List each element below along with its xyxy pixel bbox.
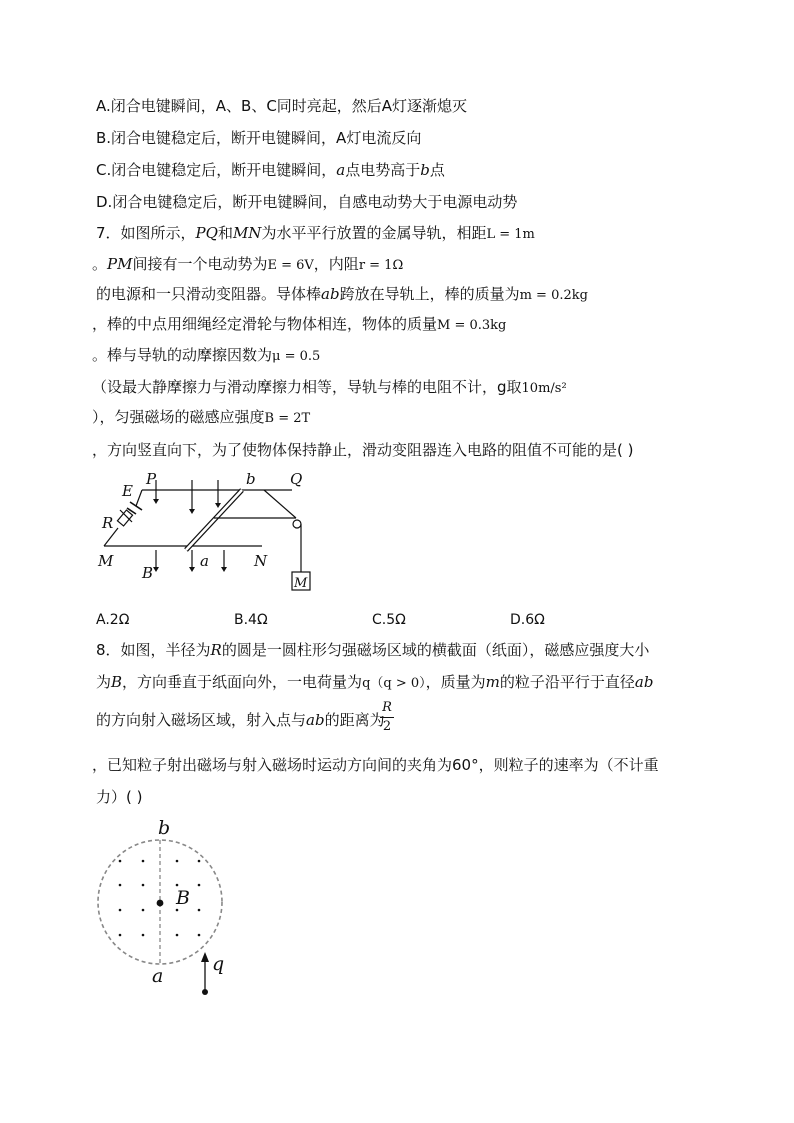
math-m: m = 0.2kg [519,288,588,303]
text: 点 [429,161,445,179]
text: ，质量为 [425,673,486,691]
text: ，棒的中点用细绳经定滑轮与物体相连，物体的质量 [92,315,438,333]
q7-rail-figure [96,466,336,602]
var-b: b [420,161,430,179]
fraction-r-over-2 [380,700,394,735]
text: 7．如图所示， [96,224,196,242]
fraction-numerator: R [382,700,392,715]
text: 8．如图，半径为 [96,641,211,659]
text: 间接有一个电动势为 [132,255,268,273]
text: 的粒子沿平行于直径 [499,673,635,691]
var-ab: ab [321,285,340,303]
q7-choice-c: C.5Ω [372,612,406,628]
var-pm: PM [107,255,133,273]
var-m: m [485,673,500,691]
q6-option-a: A.闭合电键瞬间，A、B、C同时亮起，然后A灯逐渐熄灭 [96,97,468,115]
q7-line2 [92,254,403,276]
fraction-denominator: 2 [382,719,392,734]
label-a: a [200,552,209,570]
q7-choice-a: A.2Ω [96,612,130,628]
label-q: Q [290,470,303,488]
label-field-b: B [176,887,190,909]
var-ab: ab [634,673,654,691]
label-b: b [158,817,171,839]
q8-line4: ，已知粒子射出磁场与射入磁场时运动方向间的夹角为60°，则粒子的速率为（不计重 [92,756,659,774]
text: 和 [217,224,233,242]
text: ，内阻 [313,255,359,273]
q8-line1 [96,640,649,660]
label-p: P [146,470,157,488]
label-mass: M [294,576,308,591]
q7-line5 [92,345,320,367]
math-l: L = 1m [486,227,535,242]
q7-line3 [96,284,588,306]
q7-line1 [96,223,535,245]
text: C.闭合电键稳定后，断开电键瞬间， [96,161,337,179]
q7-line8: ，方向竖直向下，为了使物体保持静止，滑动变阻器连入电路的阻值不可能的是( ) [92,441,634,459]
math-b: B = 2T [264,411,311,426]
q7-line6 [92,377,567,399]
math-r: r = 1Ω [358,258,404,273]
q7-choice-b: B.4Ω [234,612,268,628]
text: 为 [96,673,112,691]
q6-option-c [96,160,445,180]
label-r: R [102,514,114,532]
var-b: B [111,673,123,691]
text: 跨放在导轨上，棒的质量为 [339,285,520,303]
math-mu: μ = 0.5 [272,349,321,364]
label-n: N [254,552,268,570]
text: 。 [92,255,108,273]
var-mn: MN [232,224,262,242]
math-mass: M = 0.3kg [437,318,507,333]
text: ），匀强磁场的磁感应强度 [92,408,265,426]
q7-choice-d: D.6Ω [510,612,545,628]
q8-line2 [96,672,653,694]
q6-option-d: D.闭合电键稳定后，断开电键瞬间，自感电动势大于电源电动势 [96,193,518,211]
text: 的圆是一圆柱形匀强磁场区域的横截面（纸面），磁感应强度大小 [221,641,650,659]
var-pq: PQ [195,224,218,242]
var-ab: ab [306,711,325,729]
text: ，方向垂直于纸面向外，一电荷量为 [122,673,363,691]
text: 为水平平行放置的金属导轨，相距 [261,224,487,242]
center-dot [157,900,164,907]
label-b: b [246,470,256,488]
q8-line3 [96,710,385,730]
q6-option-b: B.闭合电键稳定后，断开电键瞬间，A灯电流反向 [96,129,422,147]
label-q: q [212,953,225,975]
var-r: R [210,641,222,659]
var-a: a [336,161,346,179]
q8-field-figure [92,814,242,1000]
math-q: q（q > 0） [362,676,426,691]
math-e: E = 6V [267,258,314,273]
text: 的电源和一只滑动变阻器。导体棒 [96,285,322,303]
text: （设最大静摩擦力与滑动摩擦力相等，导轨与棒的电阻不计，g取 [92,378,522,396]
label-field-b: B [142,564,154,582]
q8-line5: 力）( ) [96,788,143,806]
label-a: a [152,965,164,987]
text: 点电势高于 [345,161,421,179]
q7-line4 [92,314,506,336]
text: 的方向射入磁场区域，射入点与 [96,711,307,729]
label-m: M [98,552,114,570]
math-g: 10m/s² [521,381,567,396]
q7-line7 [92,407,310,429]
label-e: E [122,482,133,500]
text: 。棒与导轨的动摩擦因数为 [92,346,273,364]
text: 的距离为 [324,711,385,729]
fraction-bar [380,717,394,718]
